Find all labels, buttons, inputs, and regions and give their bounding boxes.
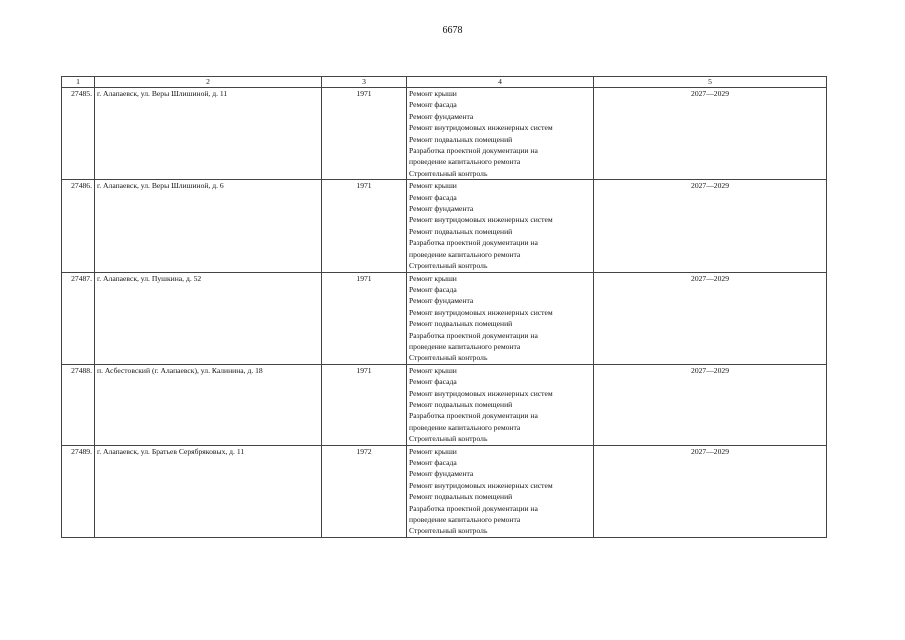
period-cell: 2027—2029 [594,88,827,180]
work-item: Ремонт внутридомовых инженерных систем [409,123,553,133]
work-item: Ремонт фундамента [409,111,474,121]
work-item: Ремонт подвальных помещений [409,492,513,502]
work-item: Ремонт фундамента [409,296,474,306]
period-cell: 2027—2029 [594,272,827,364]
works-cell [407,272,594,364]
work-item: Ремонт подвальных помещений [409,226,513,236]
work-item: Ремонт крыши [409,446,457,456]
work-item: Разработка проектной документации на [409,503,538,513]
address-cell: г. Алапаевск, ул. Веры Шлишиной, д. 6 [95,180,322,272]
work-item: проведение капитального ремонта [409,422,521,432]
work-item: Ремонт внутридомовых инженерных систем [409,215,553,225]
year-cell: 1971 [322,272,407,364]
work-item: Ремонт фасада [409,377,457,387]
work-item: Разработка проектной документации на [409,411,538,421]
work-item: Ремонт подвальных помещений [409,134,513,144]
work-item: Ремонт фасада [409,458,457,467]
work-item: проведение капитального ремонта [409,515,521,525]
row-number-cell: 27488. [62,364,95,445]
address-cell: п. Асбестовский (г. Алапаевск), ул. Калинина, д. 18 [95,364,322,445]
row-number-cell: 27485. [62,88,95,180]
work-item: Разработка проектной документации на [409,238,538,248]
table-row [62,180,827,272]
year-cell: 1971 [322,364,407,445]
work-item: Ремонт подвальных помещений [409,399,513,409]
table-row [62,445,827,537]
work-item: Строительный контроль [409,261,488,271]
work-item: проведение капитального ремонта [409,157,521,167]
work-item: проведение капитального ремонта [409,249,521,259]
work-item: Строительный контроль [409,353,488,363]
period-cell: 2027—2029 [594,364,827,445]
work-item: Разработка проектной документации на [409,330,538,340]
address-cell: г. Алапаевск, ул. Братьев Серябряковых, д. 11 [95,445,322,537]
capital-repair-table [61,76,827,538]
work-item: Разработка проектной документации на [409,146,538,156]
works-cell [407,445,594,537]
work-item: Строительный контроль [409,526,488,536]
work-item: Строительный контроль [409,168,488,178]
works-cell [407,180,594,272]
address-cell: г. Алапаевск, ул. Пушкина, д. 52 [95,272,322,364]
row-number-cell: 27486. [62,180,95,272]
table-row [62,88,827,180]
column-header: 4 [407,77,594,88]
work-item: Ремонт внутридомовых инженерных систем [409,388,553,398]
work-item: Ремонт подвальных помещений [409,319,513,329]
address-cell: г. Алапаевск, ул. Веры Шлишиной, д. 11 [95,88,322,180]
table-body [62,77,827,538]
row-number-cell: 27489. [62,445,95,537]
header-row [62,77,827,88]
work-item: Строительный контроль [409,434,488,444]
works-cell [407,364,594,445]
work-item: Ремонт фундамента [409,204,474,214]
column-header: 5 [594,77,827,88]
year-cell: 1971 [322,180,407,272]
column-header: 2 [95,77,322,88]
period-cell: 2027—2029 [594,180,827,272]
works-cell [407,88,594,180]
work-item: Ремонт крыши [409,89,457,98]
column-header: 1 [62,77,95,88]
work-item: Ремонт фасада [409,100,457,110]
year-cell: 1971 [322,88,407,180]
work-item: Ремонт крыши [409,273,457,283]
work-item: Ремонт внутридомовых инженерных систем [409,480,553,490]
page-number: 6678 [442,25,463,36]
table-row [62,364,827,445]
year-cell: 1972 [322,445,407,537]
work-item: Ремонт фасада [409,284,457,294]
work-item: Ремонт крыши [409,365,457,375]
work-item: Ремонт фундамента [409,469,474,479]
work-item: Ремонт фасада [409,192,457,202]
period-cell: 2027—2029 [594,445,827,537]
row-number-cell: 27487. [62,272,95,364]
work-item: Ремонт крыши [409,181,457,191]
column-header: 3 [322,77,407,88]
work-item: Ремонт внутридомовых инженерных систем [409,307,553,317]
table-row [62,272,827,364]
work-item: проведение капитального ремонта [409,341,521,351]
